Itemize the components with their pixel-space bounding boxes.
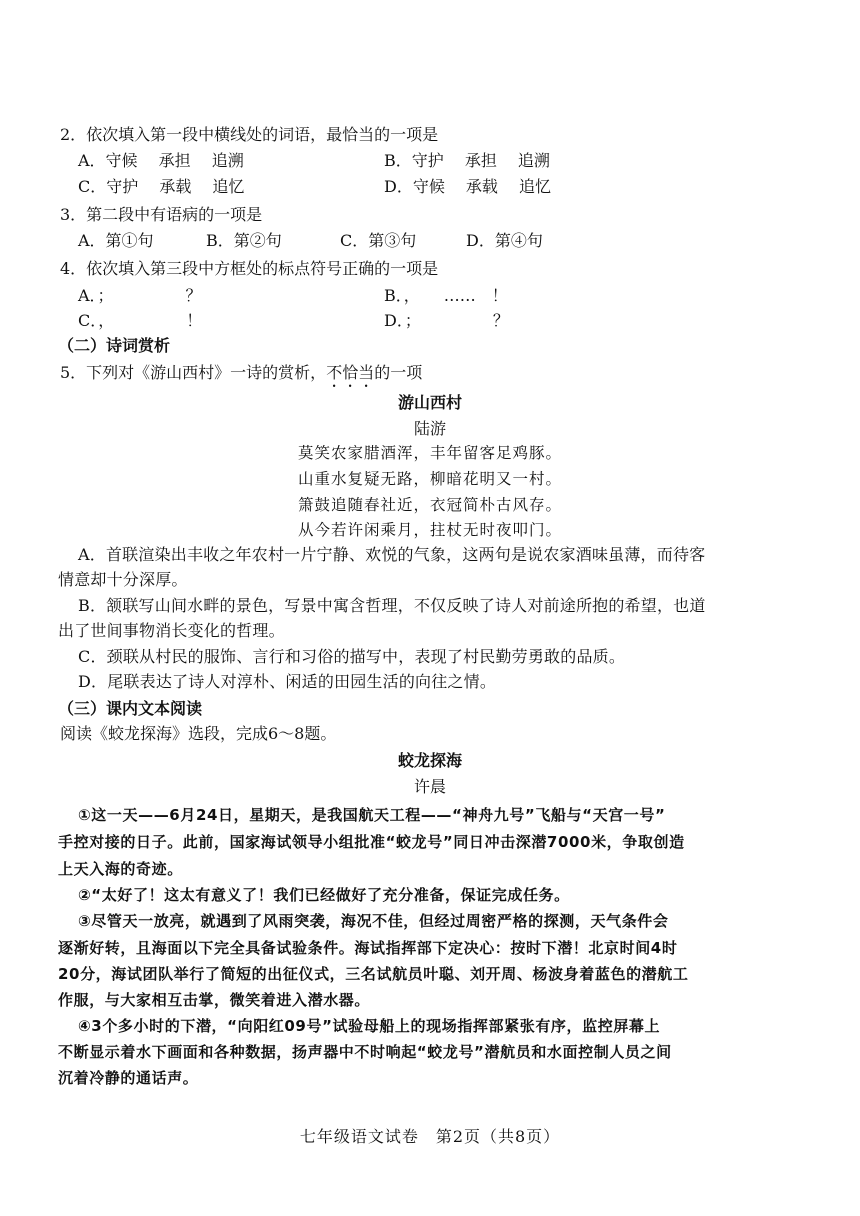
q5-stem-post: 的一项 (374, 363, 423, 382)
q5-option-c: C．颈联从村民的服饰、言行和习俗的描写中，表现了村民勤劳勇敢的品质。 (78, 647, 626, 666)
q2-option-b: B．守护 承担 追溯 (384, 151, 550, 170)
passage-p4-line1: ④3个多小时的下潜，“向阳红09号”试验母船上的现场指挥部紧张有序，监控屏幕上 (78, 1017, 661, 1035)
q4-option-b: B．， …… ！ (384, 286, 508, 305)
page-footer: 七年级语文试卷 第2页（共8页） (299, 1127, 561, 1146)
q3-option-b: B．第②句 (206, 231, 282, 250)
passage-p3-line3: 20分，海试团队举行了简短的出征仪式，三名试航员叶聪、刘开周、杨波身着蓝色的潜航工 (58, 965, 689, 983)
q2-option-d: D．守候 承载 追忆 (384, 177, 552, 196)
section-heading-reading: （三）课内文本阅读 (58, 699, 203, 718)
q4-option-d: D．； ？ (384, 311, 509, 330)
poem-line: 从今若许闲乘月，拄杖无时夜叩门。 (297, 521, 562, 539)
passage-title: 蛟龙探海 (397, 751, 462, 770)
q3-option-c: C．第③句 (340, 231, 417, 250)
q3-option-a: A．第①句 (78, 231, 154, 250)
q4-option-c: C．， ！ (78, 311, 203, 330)
passage-p4-line2: 不断显示着水下画面和各种数据，扬声器中不时响起“蛟龙号”潜航员和水面控制人员之间 (58, 1043, 672, 1061)
reading-instruction: 阅读《蛟龙探海》选段，完成6～8题。 (60, 724, 337, 743)
passage-p1-line2: 手控对接的日子。此前，国家海试领导小组批准“蛟龙号”同日冲击深潜7000米，争取创造 (58, 833, 685, 851)
q5-option-b-line1: B．颔联写山间水畔的景色，写景中寓含哲理，不仅反映了诗人对前途所抱的希望，也道 (78, 596, 706, 615)
q5-option-b-line2: 出了世间事物消长变化的哲理。 (58, 621, 285, 640)
passage-p4-line3: 沉着冷静的通话声。 (58, 1069, 199, 1087)
q3-stem: 3．第二段中有语病的一项是 (60, 205, 263, 224)
passage-p3-line2: 逐渐好转，且海面以下完全具备试验条件。海试指挥部下定决心：按时下潜！北京时间4时 (58, 939, 678, 957)
passage-p3-line4: 作服，与大家相互击掌，微笑着进入潜水器。 (58, 991, 371, 1009)
poem-author: 陆游 (413, 419, 446, 438)
q4-stem: 4．依次填入第三段中方框处的标点符号正确的一项是 (60, 259, 439, 278)
q5-option-a-line1: A．首联渲染出丰收之年农村一片宁静、欢悦的气象，这两句是说农家酒味虽薄，而待客 (78, 545, 706, 564)
q2-stem: 2．依次填入第一段中横线处的词语，最恰当的一项是 (60, 125, 439, 144)
q4-option-a: A．； ？ (78, 286, 202, 305)
q2-option-c: C．守护 承载 追忆 (78, 177, 245, 196)
section-heading-poetry: （二）诗词赏析 (58, 336, 171, 355)
passage-p1-line1: ①这一天——6月24日，星期天，是我国航天工程——“神舟九号”飞船与“天宫一号” (78, 806, 666, 824)
q5-option-d: D．尾联表达了诗人对淳朴、闲适的田园生活的向往之情。 (78, 672, 497, 691)
passage-p2-line1: ②“太好了！这太有意义了！我们已经做好了充分准备，保证完成任务。 (78, 886, 570, 904)
q5-stem-pre: 5．下列对《游山西村》一诗的赏析， (60, 363, 327, 382)
poem-line: 莫笑农家腊酒浑，丰年留客足鸡豚。 (297, 444, 562, 462)
q3-option-d: D．第④句 (466, 231, 543, 250)
poem-line: 箫鼓追随春社近，衣冠简朴古风存。 (297, 496, 562, 514)
q5-stem-emphasis: 不恰当 (326, 363, 375, 382)
passage-author: 许晨 (413, 777, 446, 796)
poem-line: 山重水复疑无路，柳暗花明又一村。 (297, 470, 562, 488)
q5-option-a-line2: 情意却十分深厚。 (58, 570, 188, 589)
passage-p1-line3: 上天入海的奇迹。 (58, 860, 183, 878)
q2-option-a: A．守候 承担 追溯 (78, 151, 244, 170)
poem-title: 游山西村 (397, 393, 462, 412)
passage-p3-line1: ③尽管天一放亮，就遇到了风雨突袭，海况不佳，但经过周密严格的探测，天气条件会 (78, 912, 669, 930)
q5-stem (60, 360, 422, 391)
